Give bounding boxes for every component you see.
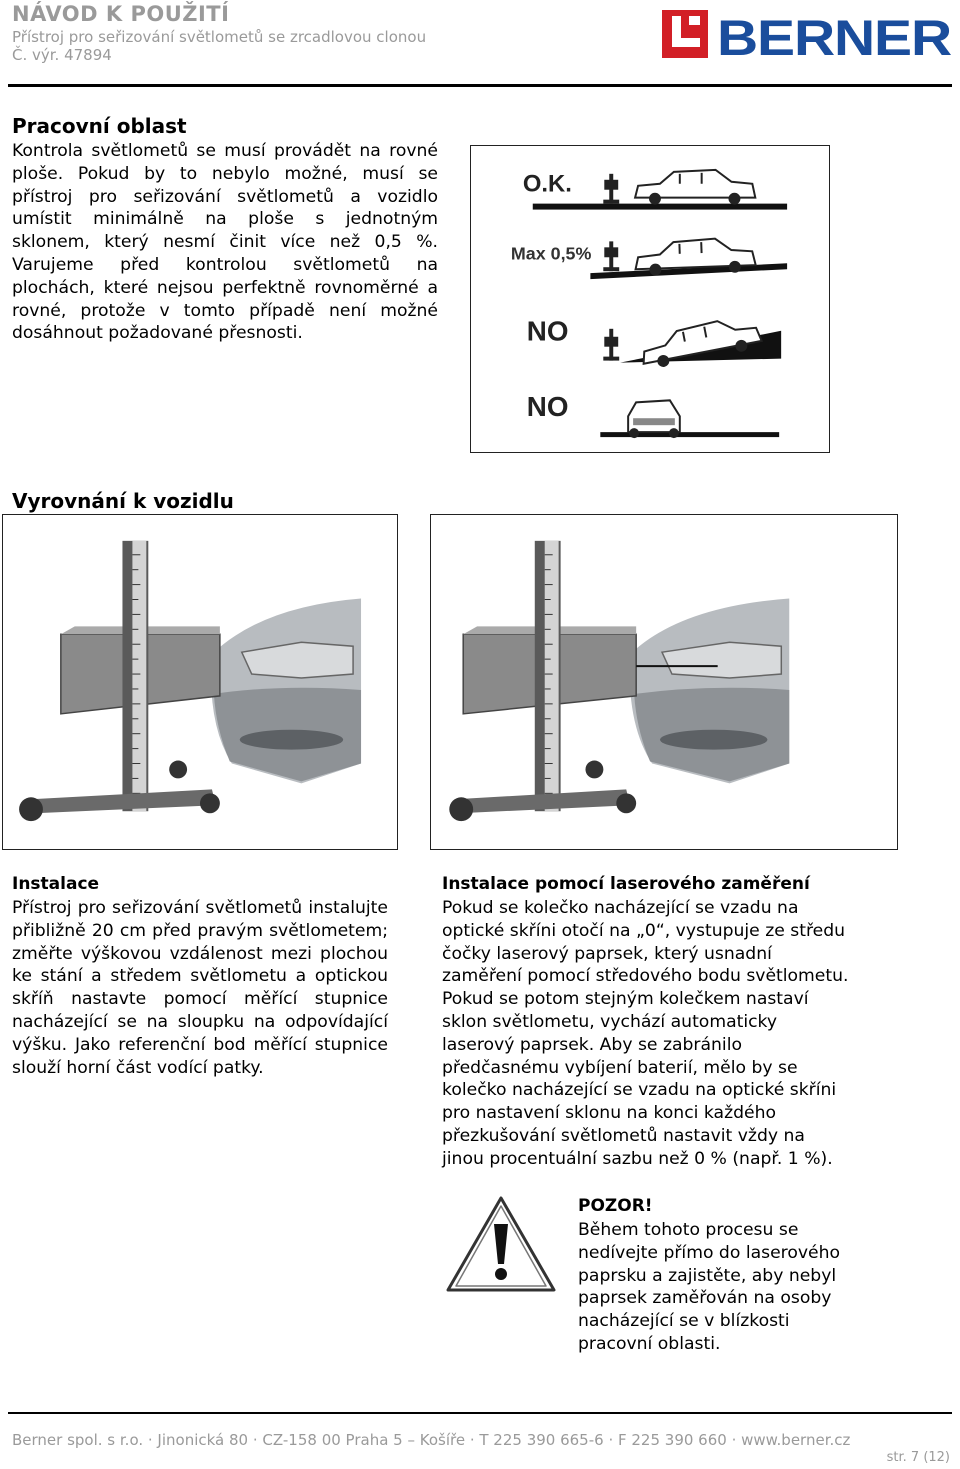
laser-text-line: kolečko nacházející se vzadu na optické skříni xyxy=(442,1080,837,1101)
laser-text-line: Pokud se kolečko nacházející se vzadu na xyxy=(442,898,799,918)
laser-text-line: optické skříni otočí na „0“, vystupuje ze středu xyxy=(442,920,846,941)
laser-text-line: zaměření pomocí středového bodu světlometu. xyxy=(442,966,849,987)
alignment-photo-left xyxy=(2,514,398,850)
work-area-heading: Pracovní oblast xyxy=(12,114,187,138)
alignment-heading: Vyrovnání k vozidlu xyxy=(12,489,234,513)
laser-text-line: sklon světlometu, vychází automaticky xyxy=(442,1011,778,1032)
measuring-column xyxy=(122,541,148,811)
ok-label: O.K. xyxy=(522,170,572,198)
warning-triangle-icon xyxy=(444,1194,558,1296)
warning-text-line: paprsek zaměřován na osoby xyxy=(578,1288,832,1309)
warning-text-line: paprsku a zajistěte, aby nebyl xyxy=(578,1265,837,1286)
no-label-slope: NO xyxy=(526,315,569,347)
laser-text-line: přezkušování světlometů nastavit vždy na xyxy=(442,1125,805,1146)
warning-text xyxy=(578,1219,918,1356)
laser-text-line: čočky laserový paprsek, který usnadní xyxy=(442,943,772,964)
laser-text xyxy=(442,897,912,1171)
work-area-text: Kontrola světlometů se musí provádět na rovné ploše. Pokud by to nebylo možné, musí se přístroj pro seřizování světlometů a vozidlo umístit minimálně na ploše s jednotným sklonem, který nesmí činit více než 0,5 %. Varujeme před kontrolou světlometů na plochách, které nejsou perfektně rovnoměrné a rovné, protože v tomto případě není možné dosáhnout požadované přesnosti. xyxy=(12,141,438,344)
laser-heading: Instalace pomocí laserového zaměření xyxy=(442,874,810,894)
logo-wordmark: BERNER xyxy=(717,10,953,58)
doc-title: NÁVOD K POUŽITÍ xyxy=(12,2,230,26)
berner-logo-mark-icon xyxy=(662,10,708,58)
warning-text-line: Během tohoto procesu se xyxy=(578,1220,799,1240)
footer-divider xyxy=(8,1412,952,1414)
laser-text-line: Pokud se potom stejným kolečkem nastaví xyxy=(442,989,809,1010)
berner-logo xyxy=(662,10,954,58)
measuring-column xyxy=(535,541,561,811)
flat-ground xyxy=(533,204,787,210)
header-divider xyxy=(8,84,952,87)
installation-text: Přístroj pro seřizování světlometů instalujte přibližně 20 cm před pravým světlometem; změřte výškovou vzdálenost mezi plochou ke stání a středem světlometu a optickou skříň nastavte pomocí měřící stupnice nacházející se na sloupku na odpovídající výšku. Jako referenční bod měřící stupnice slouží horní část vodící patky. xyxy=(12,898,388,1078)
page-number: str. 7 (12) xyxy=(886,1450,950,1465)
warning-text-line: nedívejte přímo do laserového xyxy=(578,1242,841,1263)
laser-text-line: jinou procentuální sazbu než 0 % (např. 1 %). xyxy=(442,1148,833,1169)
installation-heading: Instalace xyxy=(12,874,100,894)
company-address: Berner spol. s r.o. · Jinonická 80 · CZ-158 00 Praha 5 – Košíře · T 225 390 665-6 · F 225 390 660 · www.berner.cz xyxy=(12,1431,851,1449)
alignment-photo-right xyxy=(430,514,898,850)
warning-text-line: pracovní oblasti. xyxy=(578,1333,721,1354)
warning-heading: POZOR! xyxy=(578,1196,653,1216)
no-label-uneven: NO xyxy=(526,391,569,423)
slope-illustration xyxy=(470,145,830,453)
car-front-icon xyxy=(628,400,680,438)
laser-text-line: předčasnému vybíjení baterií, mělo by se xyxy=(442,1057,798,1078)
article-number: Č. výr. 47894 xyxy=(12,46,112,64)
doc-subtitle: Přístroj pro seřizování světlometů se zrcadlovou clonou xyxy=(12,28,427,46)
laser-text-line: pro nastavení sklonu na konci každého xyxy=(442,1103,776,1124)
warning-text-line: nacházející se v blízkosti xyxy=(578,1311,790,1332)
laser-text-line: laserový paprsek. Aby se zabránilo xyxy=(442,1034,742,1055)
max-slope-label: Max 0,5% xyxy=(510,243,592,264)
